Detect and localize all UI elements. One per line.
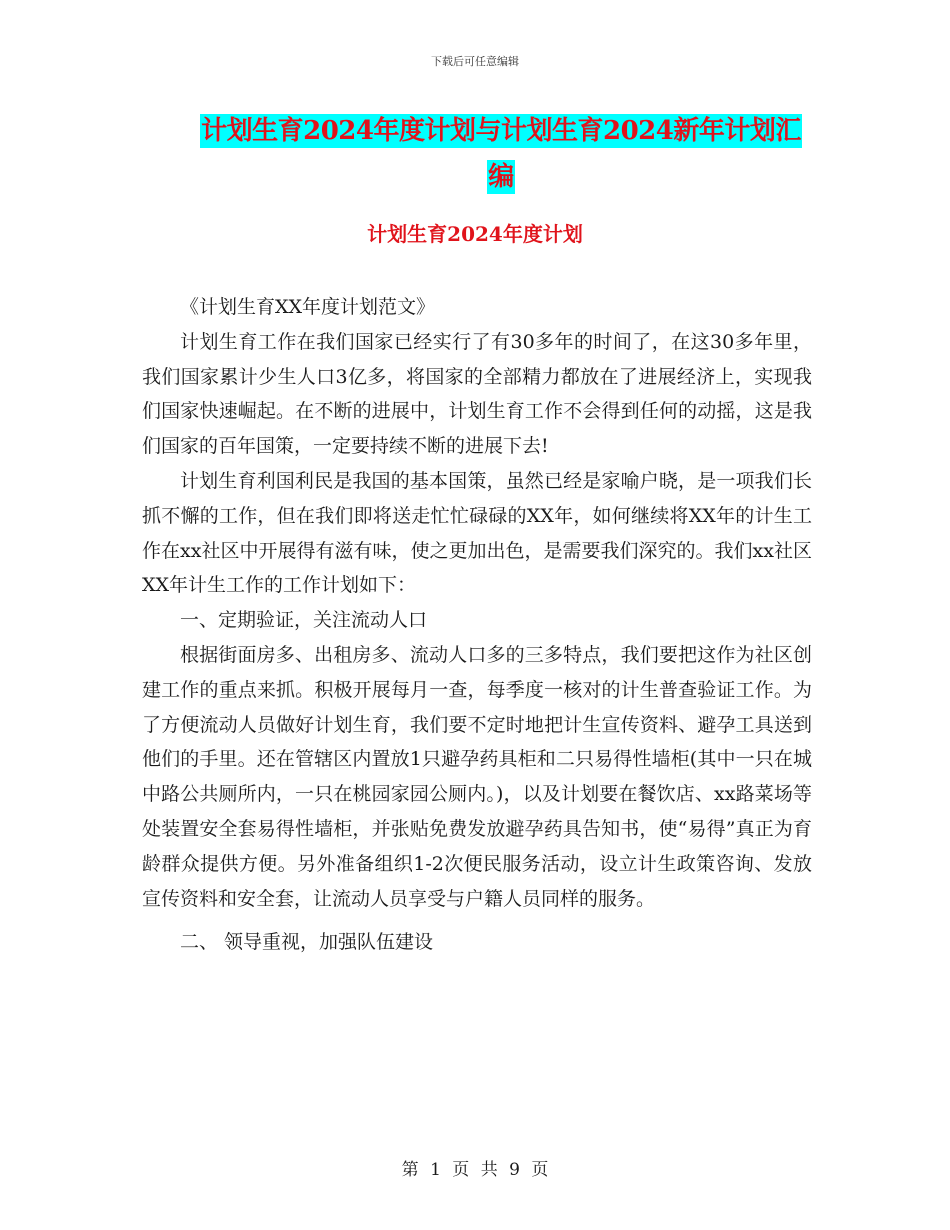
section-title: 计划生育2024年度计划: [367, 222, 583, 246]
body-paragraph: 根据街面房多、出租房多、流动人口多的三多特点，我们要把这作为社区创建工作的重点来抓。积极开展每月一查，每季度一核对的计生普查验证工作。为了方便流动人员做好计划生育，我们要不定时地把计生宣传资料、避孕工具送到他们的手里。还在管辖区内置放1只避孕药具柜和二只易得性墙柜(其中一只在城中路公共厕所内，一只在桃园家园公厕内。)，以及计划要在餐饮店、xx路菜场等处装置安全套易得性墙柜，并张贴免费发放避孕药具告知书，使“易得”真正为育龄群众提供方便。另外准备组织1-2次便民服务活动，设立计生政策咨询、发放宣传资料和安全套，让流动人员享受与户籍人员同样的服务。: [142, 643, 812, 910]
body-paragraph: 计划生育利国利民是我国的基本国策，虽然已经是家喻户晓，是一项我们长抓不懈的工作，但在我们即将送走忙忙碌碌的XX年，如何继续将XX年的计生工作在xx社区中开展得有滋有味，使之更加出色，是需要我们深究的。我们xx社区XX年计生工作的工作计划如下：: [142, 469, 812, 597]
page-footer: 第 1 页 共 9 页: [401, 1160, 549, 1180]
subheading: 一、定期验证，关注流动人口: [180, 609, 428, 632]
header-note: 下载后可任意编辑: [431, 55, 519, 68]
document-body: [142, 290, 812, 960]
body-paragraph: 《计划生育XX年度计划范文》: [180, 296, 436, 318]
body-paragraph: 计划生育工作在我们国家已经实行了有30多年的时间了，在这30多年里，我们国家累计少生人口3亿多，将国家的全部精力都放在了进展经济上，实现我们国家快速崛起。在不断的进展中，计划生育工作不会得到任何的动摇，这是我们国家的百年国策，一定要持续不断的进展下去!: [142, 330, 812, 458]
subheading: 二、 领导重视，加强队伍建设: [180, 931, 434, 954]
document-title-text: 计划生育2024年度计划与计划生育2024新年计划汇编: [201, 116, 801, 192]
document-title: [195, 108, 807, 200]
